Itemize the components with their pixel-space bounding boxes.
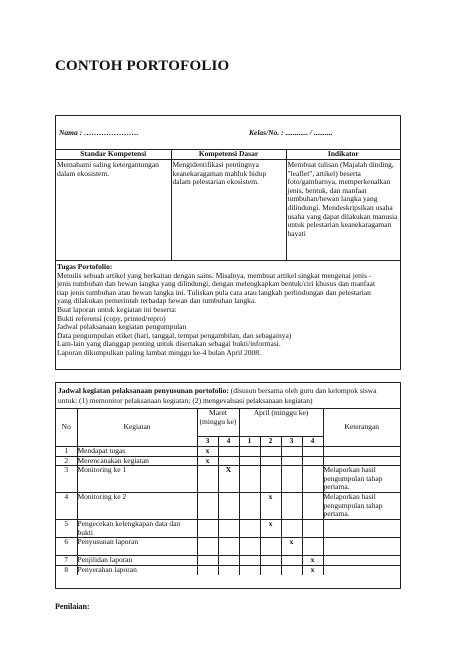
week-mark bbox=[260, 565, 281, 574]
week-mark: x bbox=[260, 520, 281, 538]
week-number: 4 bbox=[218, 437, 239, 447]
week-number: 4 bbox=[302, 437, 323, 447]
week-mark bbox=[302, 456, 323, 466]
week-mark bbox=[218, 520, 239, 538]
row-keterangan: Melaporkan hasil pengumpulan tahap pertama. bbox=[323, 493, 400, 520]
week-mark bbox=[260, 556, 281, 566]
week-mark bbox=[281, 556, 302, 566]
tugas-line: tiap jenis tumbuhan atau hewan langka ini. Tuliskan pula cara atau langkah perlindungan dan pelestarian bbox=[57, 287, 371, 297]
table-row bbox=[56, 493, 400, 520]
tugas-line: jenis tumbuhan dan hewan langka yang dilindungi, dengan melengkapkan bentuk/ciri khusus dan manfaat bbox=[57, 279, 376, 289]
schedule-table bbox=[56, 408, 400, 575]
week-mark bbox=[260, 538, 281, 556]
table-row bbox=[56, 538, 400, 556]
row-keterangan: Melaporkan hasil pengumpulan tahap pertama. bbox=[323, 466, 400, 493]
table-row bbox=[56, 520, 400, 538]
week-mark bbox=[218, 447, 239, 457]
row-no: 8 bbox=[56, 565, 77, 574]
portfolio-form-box bbox=[55, 115, 401, 370]
week-mark bbox=[218, 565, 239, 574]
row-keterangan bbox=[323, 520, 400, 538]
week-mark: x bbox=[281, 538, 302, 556]
schedule-heading-text: (disusun bersama oleh guru dan kelompok siswa untuk: (1) memonitor pelaksanaan kegiatan; (2) mengevaluasi pelaksanaan kegiatan) bbox=[58, 386, 377, 405]
week-mark: x bbox=[260, 493, 281, 520]
week-number: 3 bbox=[281, 437, 302, 447]
row-keterangan bbox=[323, 447, 400, 457]
week-mark: X bbox=[218, 466, 239, 493]
col-no-header: No bbox=[56, 409, 77, 447]
week-mark bbox=[218, 538, 239, 556]
week-mark bbox=[281, 447, 302, 457]
april-header: April (minggu ke) bbox=[239, 409, 323, 437]
tugas-line: Jadwal pelaksanaan kegiatan pengumpulan bbox=[57, 322, 187, 332]
competency-table bbox=[56, 149, 400, 261]
penilaian-label: Penilaian: bbox=[55, 602, 90, 611]
week-mark bbox=[281, 456, 302, 466]
tugas-line: Buat laporan untuk kegiatan ini beserta: bbox=[57, 304, 177, 314]
standar-kompetensi-text: Memahami saling ketergantungan dalam ekosistem. bbox=[56, 160, 171, 261]
row-keterangan bbox=[323, 565, 400, 574]
tugas-line: Bukti referensi (copy, printed/repro) bbox=[57, 313, 166, 323]
week-mark bbox=[281, 565, 302, 574]
nama-field: Nama : …………………. bbox=[59, 128, 139, 137]
header-kompetensi-dasar: Kompetensi Dasar bbox=[171, 150, 286, 160]
week-mark bbox=[197, 466, 218, 493]
week-mark bbox=[302, 538, 323, 556]
week-mark bbox=[239, 493, 260, 520]
page-title: CONTOH PORTOFOLIO bbox=[55, 58, 230, 74]
row-kegiatan: Penyerahan laporan bbox=[77, 565, 197, 574]
tugas-line: Lain-lain yang dianggap penting untuk disertakan sebagai bukti/informasi. bbox=[57, 339, 281, 349]
week-mark bbox=[197, 565, 218, 574]
week-mark bbox=[218, 556, 239, 566]
tugas-title: Tugas Portofolio: bbox=[57, 262, 113, 271]
week-mark bbox=[302, 493, 323, 520]
week-mark bbox=[239, 447, 260, 457]
schedule-box bbox=[55, 382, 401, 589]
row-keterangan bbox=[323, 556, 400, 566]
week-mark bbox=[197, 556, 218, 566]
row-no: 7 bbox=[56, 556, 77, 566]
tugas-line: Menulis sebuah artikel yang berkaitan dengan sains. Misalnya, membuat artikel singkat mengenai jenis - bbox=[57, 270, 372, 280]
maret-header: Maret (minggu ke) bbox=[197, 409, 239, 437]
row-kegiatan: Monitoring ke 2 bbox=[77, 493, 197, 520]
week-mark bbox=[239, 520, 260, 538]
row-no: 3 bbox=[56, 466, 77, 493]
tugas-line: Laporan dikumpulkan paling lambat minggu ke-4 bulan April 2008. bbox=[57, 347, 261, 357]
row-kegiatan: Monitoring ke 1 bbox=[77, 466, 197, 493]
row-no: 5 bbox=[56, 520, 77, 538]
row-no: 1 bbox=[56, 447, 77, 457]
kelas-field: Kelas/No. : ............ / .......... bbox=[249, 128, 333, 137]
week-mark bbox=[302, 447, 323, 457]
table-row bbox=[56, 565, 400, 574]
week-mark: x bbox=[302, 565, 323, 574]
week-mark bbox=[260, 447, 281, 457]
schedule-heading-bold: Jadwal kegiatan pelaksanaan penyusunan portofolio: bbox=[58, 386, 229, 395]
header-indikator: Indikator bbox=[286, 150, 400, 160]
week-mark bbox=[281, 466, 302, 493]
week-mark bbox=[239, 456, 260, 466]
row-kegiatan: Merencanakan kegiatan bbox=[77, 456, 197, 466]
week-mark bbox=[239, 538, 260, 556]
week-number: 2 bbox=[260, 437, 281, 447]
tugas-line: yang dilakukan pemerintah terhadap hewan dan tumbuhan langka. bbox=[57, 296, 257, 306]
week-mark bbox=[239, 466, 260, 493]
week-mark bbox=[281, 493, 302, 520]
row-no: 4 bbox=[56, 493, 77, 520]
table-row bbox=[56, 466, 400, 493]
week-mark bbox=[302, 466, 323, 493]
week-mark: x bbox=[197, 456, 218, 466]
row-kegiatan: Penyusunan laporan bbox=[77, 538, 197, 556]
week-mark bbox=[218, 493, 239, 520]
week-mark bbox=[281, 520, 302, 538]
table-row bbox=[56, 447, 400, 457]
week-mark bbox=[239, 565, 260, 574]
row-keterangan bbox=[323, 538, 400, 556]
week-number: 3 bbox=[197, 437, 218, 447]
row-kegiatan: Pengecekan kelengkapan data dan bukti bbox=[77, 520, 197, 538]
col-keterangan-header: Keterangan bbox=[323, 409, 400, 447]
week-mark: x bbox=[197, 447, 218, 457]
row-no: 2 bbox=[56, 456, 77, 466]
week-mark bbox=[260, 466, 281, 493]
week-mark bbox=[197, 538, 218, 556]
row-kegiatan: Penjilidan laporan bbox=[77, 556, 197, 566]
header-standar-kompetensi: Standar Kompetensi bbox=[56, 150, 171, 160]
week-mark bbox=[197, 493, 218, 520]
row-no: 6 bbox=[56, 538, 77, 556]
row-kegiatan: Mendapat tugas bbox=[77, 447, 197, 457]
schedule-heading bbox=[58, 386, 396, 406]
week-mark bbox=[239, 556, 260, 566]
indikator-text: Membuat tulisan (Majalah dinding, "leaflet", artikel) beserta foto/gambarnya, memperkenalkan jenis, bentuk, dan manfaat tumbuhan/hewan langka yang dilindungi. Mendeskripsikan usaha usaha yang dapat dilakukan manusia untuk pelestarian keanekaragaman hayati bbox=[286, 160, 400, 261]
week-mark bbox=[197, 520, 218, 538]
tugas-portofolio-section bbox=[57, 263, 397, 358]
week-number: 1 bbox=[239, 437, 260, 447]
tugas-line: Data pengumpulan etiket (hari, tanggal, tempat pengambilan, dan sebagainya) bbox=[57, 330, 292, 340]
week-mark bbox=[260, 456, 281, 466]
kompetensi-dasar-text: Mengidentifikasi pentingnya keanekaragaman mahluk hidup dalam pelestarian ekosistem. bbox=[171, 160, 286, 261]
col-kegiatan-header: Kegiatan bbox=[77, 409, 197, 447]
week-mark bbox=[302, 520, 323, 538]
week-mark: x bbox=[302, 556, 323, 566]
